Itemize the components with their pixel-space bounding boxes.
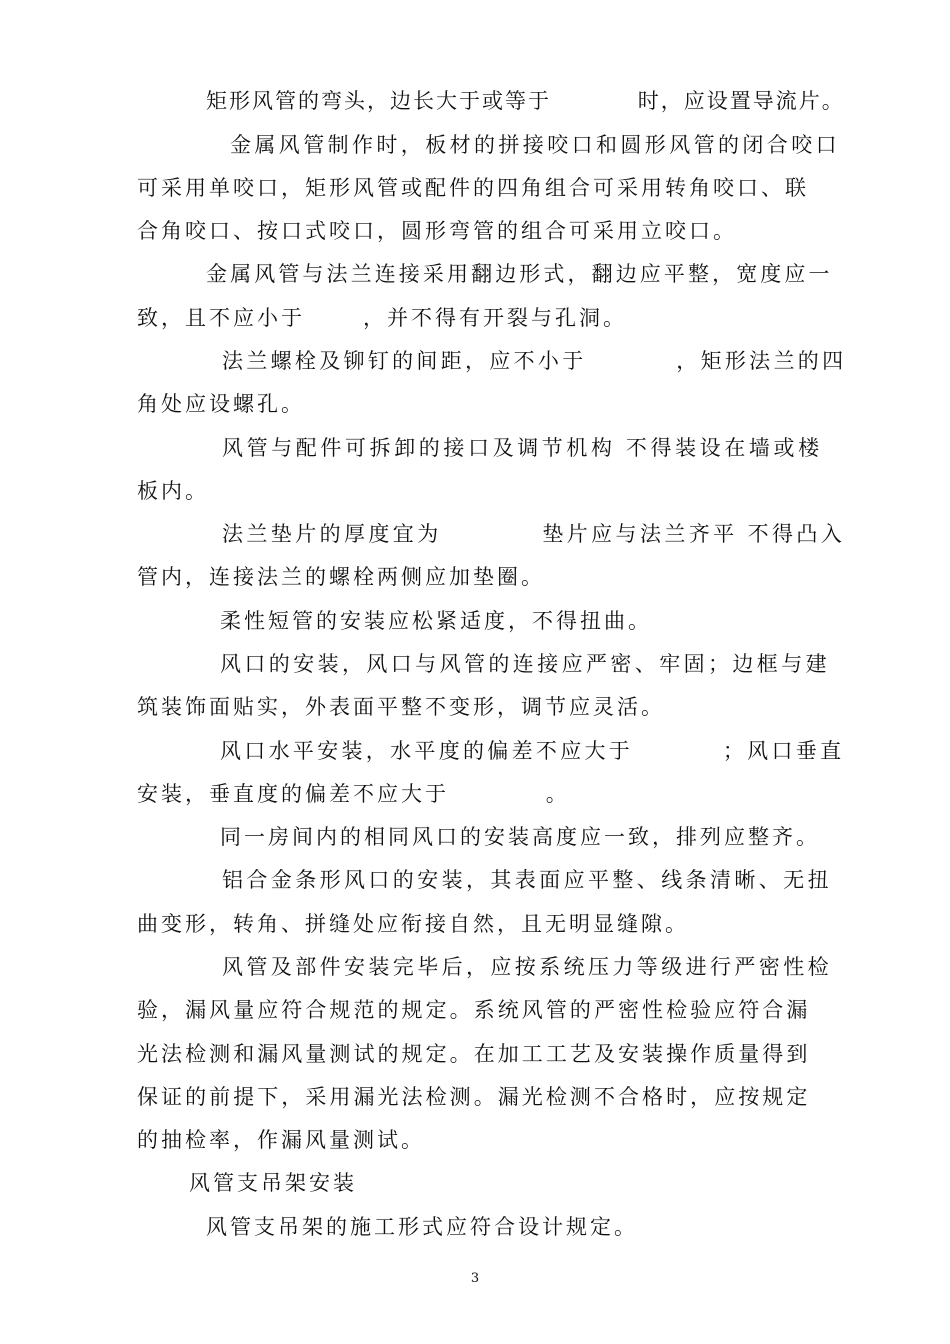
paragraph-line: 矩形风管的弯头，边长大于或等于 时，应设置导流片。 — [206, 89, 845, 113]
page-number: 3 — [470, 1271, 480, 1286]
paragraph-line: 筑装饰面贴实，外表面平整不变形，调节应灵活。 — [137, 695, 665, 719]
paragraph-line: 风管与配件可拆卸的接口及调节机构 不得装设在墙或楼 — [222, 436, 823, 460]
paragraph-line: 金属风管制作时，板材的拼接咬口和圆形风管的闭合咬口 — [230, 133, 840, 157]
paragraph-line: 风口水平安装，水平度的偏差不应大于 ；风口垂直 — [220, 739, 845, 763]
paragraph-line: 铝合金条形风口的安装，其表面应平整、线条清晰、无扭 — [222, 868, 832, 892]
paragraph-line: 板内。 — [137, 479, 209, 503]
paragraph-line: 风管及部件安装完毕后，应按系统压力等级进行严密性检 — [222, 955, 832, 979]
paragraph-line: 角处应设螺孔。 — [137, 392, 305, 416]
paragraph-line: 柔性短管的安装应松紧适度，不得扭曲。 — [220, 609, 652, 633]
paragraph-line: 曲变形，转角、拼缝处应衔接自然，且无明显缝隙。 — [137, 912, 689, 936]
paragraph-line: 同一房间内的相同风口的安装高度应一致，排列应整齐。 — [220, 825, 820, 849]
paragraph-line: 安装，垂直度的偏差不应大于 。 — [137, 782, 570, 806]
paragraph-line: 致，且不应小于 ，并不得有开裂与孔洞。 — [137, 306, 628, 330]
paragraph-line: 可采用单咬口，矩形风管或配件的四角组合可采用转角咬口、联 — [137, 176, 809, 200]
paragraph-line: 法兰螺栓及铆钉的间距，应不小于 ，矩形法兰的四 — [222, 349, 847, 373]
section-heading: 风管支吊架安装 — [189, 1171, 357, 1195]
paragraph-line: 风管支吊架的施工形式应符合设计规定。 — [206, 1215, 638, 1239]
paragraph-line: 风口的安装，风口与风管的连接应严密、牢固；边框与建 — [220, 652, 830, 676]
paragraph-line: 金属风管与法兰连接采用翻边形式，翻边应平整，宽度应一 — [206, 262, 833, 286]
paragraph-line: 保证的前提下，采用漏光法检测。漏光检测不合格时，应按规定 — [137, 1085, 811, 1109]
paragraph-line: 合角咬口、按口式咬口，圆形弯管的组合可采用立咬口。 — [137, 219, 737, 243]
paragraph-line: 法兰垫片的厚度宜为 垫片应与法兰齐平 不得凸入 — [222, 522, 846, 546]
paragraph-line: 管内，连接法兰的螺栓两侧应加垫圈。 — [137, 565, 545, 589]
paragraph-line: 的抽检率，作漏风量测试。 — [137, 1128, 425, 1152]
paragraph-line: 光法检测和漏风量测试的规定。在加工工艺及安装操作质量得到 — [137, 1042, 811, 1066]
paragraph-line: 验，漏风量应符合规范的规定。系统风管的严密性检验应符合漏 — [137, 998, 811, 1022]
